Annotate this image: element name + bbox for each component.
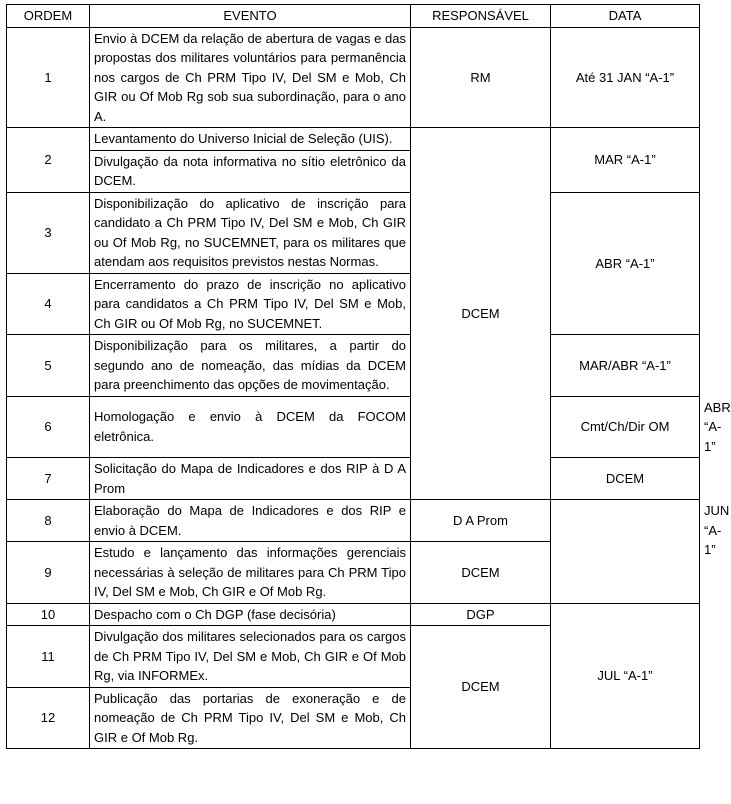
- row-ordem: 5: [7, 335, 90, 397]
- row-responsavel: D A Prom: [411, 500, 551, 542]
- table-row: 6 Homologação e envio à DCEM da FOCOM eletrônica. Cmt/Ch/Dir OM ABR “A-1”: [7, 396, 700, 458]
- row-evento: Publicação das portarias de exoneração e de nomeação de Ch PRM Tipo IV, Del SM e Mob, Ch GIR e Of Mob Rg.: [90, 687, 411, 749]
- row-responsavel: DCEM: [551, 458, 700, 500]
- row-evento: Disponibilização do aplicativo de inscrição para candidato a Ch PRM Tipo IV, Del SM e Mob, Ch GIR ou Of Mob Rg, no SUCEMNET, para os militares que atendam aos requisitos previstos nestas Normas.: [90, 192, 411, 273]
- row-responsavel: DCEM: [411, 542, 551, 604]
- table-row: [7, 603, 700, 626]
- row-evento: Levantamento do Universo Inicial de Seleção (UIS).: [90, 128, 411, 151]
- row-evento: Divulgação dos militares selecionados para os cargos de Ch PRM Tipo IV, Del SM e Mob, Ch GIR e Of Mob Rg, via INFORMEx.: [90, 626, 411, 688]
- row-evento: Envio à DCEM da relação de abertura de vagas e das propostas dos militares voluntários para permanência nos cargos de Ch PRM Tipo IV, Del SM e Mob, Ch GIR ou Of Mob Rg sob sua subordinação, para o ano A.: [90, 27, 411, 128]
- row-evento: Homologação e envio à DCEM da FOCOM eletrônica.: [90, 396, 411, 458]
- table-row: [7, 542, 700, 604]
- row-ordem: 1: [7, 27, 90, 128]
- row-responsavel: DGP: [411, 603, 551, 626]
- row-evento: Estudo e lançamento das informações gerenciais necessárias à seleção de militares para Ch PRM Tipo IV, Del SM e Mob, Ch GIR e Of Mob Rg.: [90, 542, 411, 604]
- row-evento: Solicitação do Mapa de Indicadores e dos RIP à D A Prom: [90, 458, 411, 500]
- row-responsavel: Cmt/Ch/Dir OM: [551, 396, 700, 458]
- row-evento: Despacho com o Ch DGP (fase decisória): [90, 603, 411, 626]
- row-ordem: 10: [7, 603, 90, 626]
- header-row: [7, 5, 700, 28]
- row-evento: Elaboração do Mapa de Indicadores e dos RIP e envio à DCEM.: [90, 500, 411, 542]
- header-responsavel: RESPONSÁVEL: [411, 5, 551, 28]
- row-data: MAR/ABR “A-1”: [551, 335, 700, 397]
- table-row: [7, 27, 700, 128]
- row-ordem: 2: [7, 128, 90, 193]
- table-row: [7, 335, 700, 397]
- table-row: 7 Solicitação do Mapa de Indicadores e dos RIP à D A Prom DCEM JUN “A-1”: [7, 458, 700, 500]
- row-ordem: 12: [7, 687, 90, 749]
- row-responsavel: DCEM: [411, 626, 551, 749]
- header-ordem: ORDEM: [7, 5, 90, 28]
- table-row: [7, 128, 700, 151]
- row-evento: Disponibilização para os militares, a partir do segundo ano de nomeação, das mídias da DCEM para preenchimento das opções de movimentação.: [90, 335, 411, 397]
- row-data: JUL “A-1”: [551, 603, 700, 749]
- row-ordem: 4: [7, 273, 90, 335]
- row-data: MAR “A-1”: [551, 128, 700, 193]
- schedule-table: [6, 4, 731, 749]
- row-data: Até 31 JAN “A-1”: [551, 27, 700, 128]
- row-ordem: 9: [7, 542, 90, 604]
- row-data: ABR “A-1”: [551, 192, 700, 335]
- table-row: [7, 500, 700, 542]
- row-ordem: 8: [7, 500, 90, 542]
- row-ordem: 7: [7, 458, 90, 500]
- row-evento: Divulgação da nota informativa no sítio eletrônico da DCEM.: [90, 150, 411, 192]
- row-evento: Encerramento do prazo de inscrição no aplicativo para candidatos a Ch PRM Tipo IV, Del SM e Mob, Ch GIR ou Of Mob Rg, no SUCEMNET.: [90, 273, 411, 335]
- row-responsavel: RM: [411, 27, 551, 128]
- row-ordem: 6: [7, 396, 90, 458]
- header-data: DATA: [551, 5, 700, 28]
- row-responsavel: DCEM: [411, 128, 551, 500]
- row-ordem: 11: [7, 626, 90, 688]
- row-ordem: 3: [7, 192, 90, 273]
- header-evento: EVENTO: [90, 5, 411, 28]
